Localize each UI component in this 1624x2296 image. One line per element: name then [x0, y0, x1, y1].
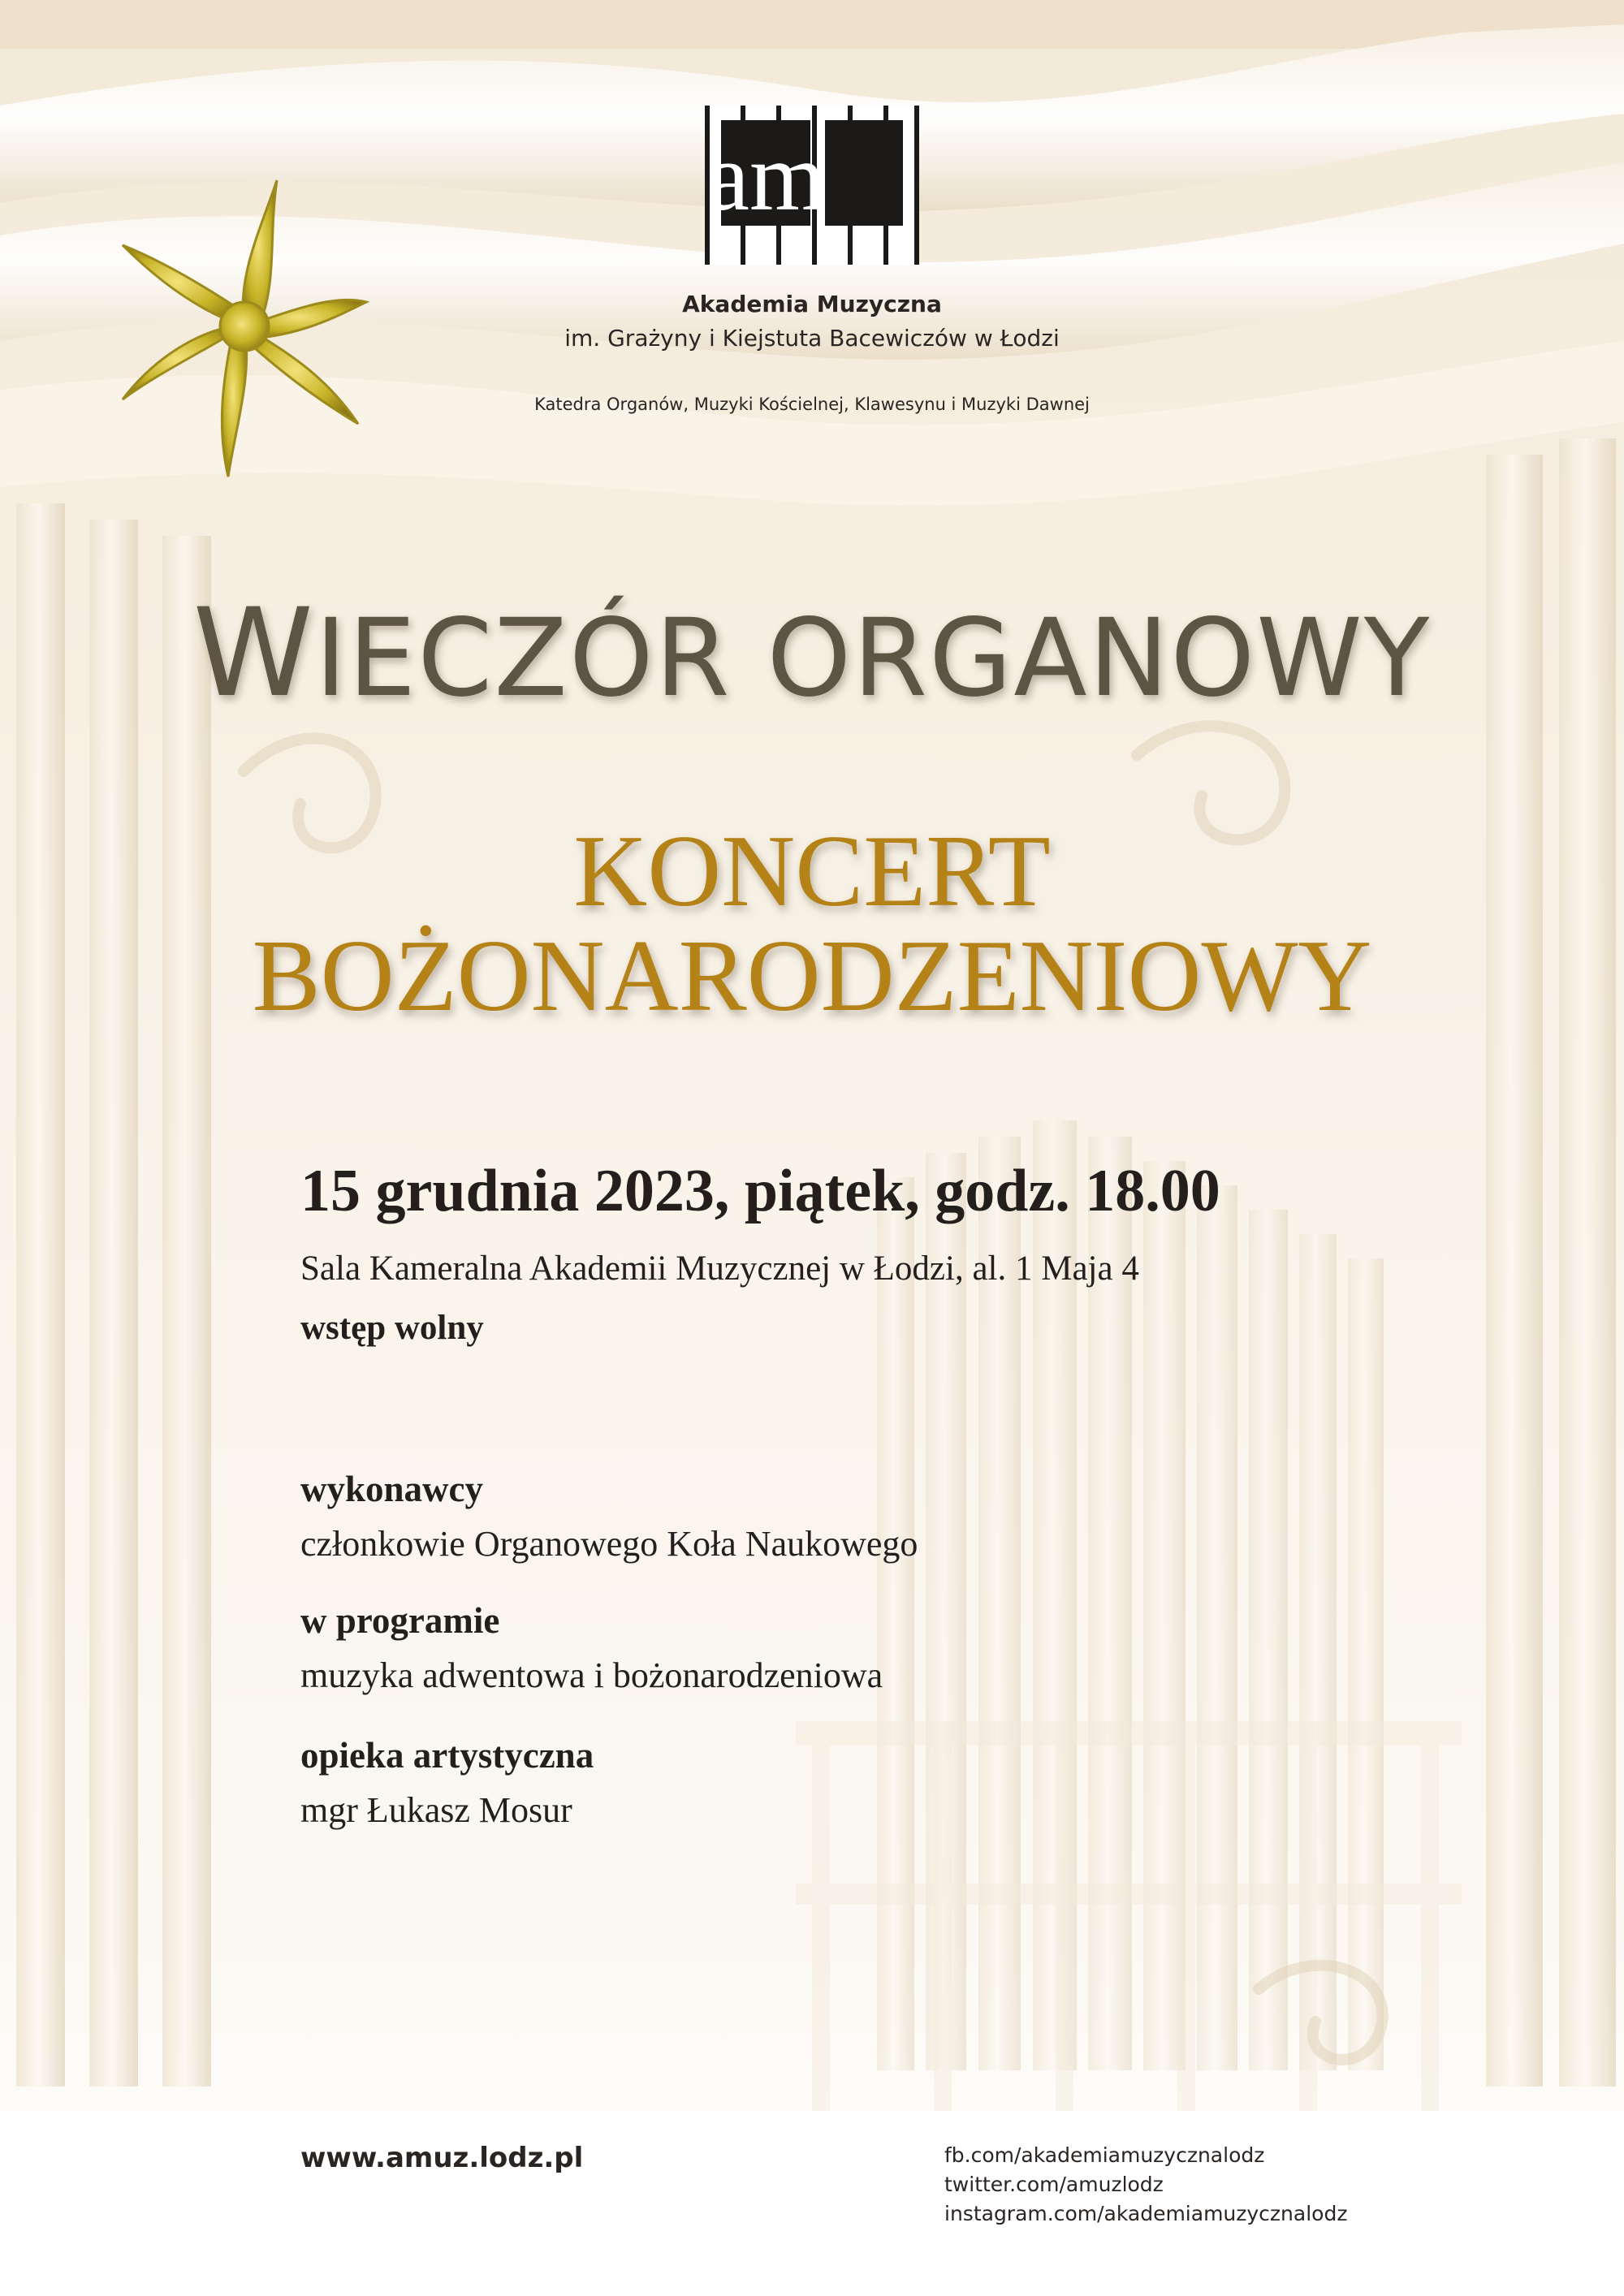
- supervision-value: mgr Łukasz Mosur: [300, 1790, 572, 1830]
- performers-label: wykonawcy: [300, 1469, 484, 1509]
- program-label: w programie: [300, 1600, 500, 1641]
- website-link[interactable]: www.amuz.lodz.pl: [300, 2142, 584, 2174]
- concert-title-line1: KONCERT: [573, 815, 1051, 928]
- concert-title: [122, 815, 1502, 1033]
- facebook-link[interactable]: fb.com/akademiamuzycznalodz: [944, 2143, 1265, 2167]
- event-entry: wstęp wolny: [300, 1309, 484, 1347]
- event-date: 15 grudnia 2023, piątek, godz. 18.00: [300, 1158, 1220, 1224]
- svg-text:am: am: [706, 123, 826, 231]
- supervision-label: opieka artystyczna: [300, 1735, 594, 1776]
- title-rest: IECZÓR ORGANOWY: [314, 596, 1432, 721]
- institution-name: Akademia Muzyczna: [682, 291, 942, 317]
- program-value: muzyka adwentowa i bożonarodzeniowa: [300, 1655, 883, 1695]
- title-initial: W: [192, 583, 315, 724]
- institution-subtitle: im. Grażyny i Kiejstuta Bacewiczów w Łodzi: [564, 325, 1060, 352]
- twitter-link[interactable]: twitter.com/amuzlodz: [944, 2173, 1164, 2196]
- am-piano-logo-icon: [705, 106, 919, 265]
- instagram-link[interactable]: instagram.com/akademiamuzycznalodz: [944, 2202, 1348, 2225]
- event-series-title: [162, 583, 1462, 724]
- department-name: Katedra Organów, Muzyki Kościelnej, Klawesynu i Muzyki Dawnej: [534, 395, 1090, 414]
- concert-title-line2: BOŻONARODZENIOWY: [252, 919, 1372, 1033]
- event-venue: Sala Kameralna Akademii Muzycznej w Łodzi, al. 1 Maja 4: [300, 1249, 1139, 1288]
- gold-star-icon: [110, 172, 378, 481]
- footer-band: [0, 2111, 1624, 2296]
- performers-value: członkowie Organowego Koła Naukowego: [300, 1524, 918, 1564]
